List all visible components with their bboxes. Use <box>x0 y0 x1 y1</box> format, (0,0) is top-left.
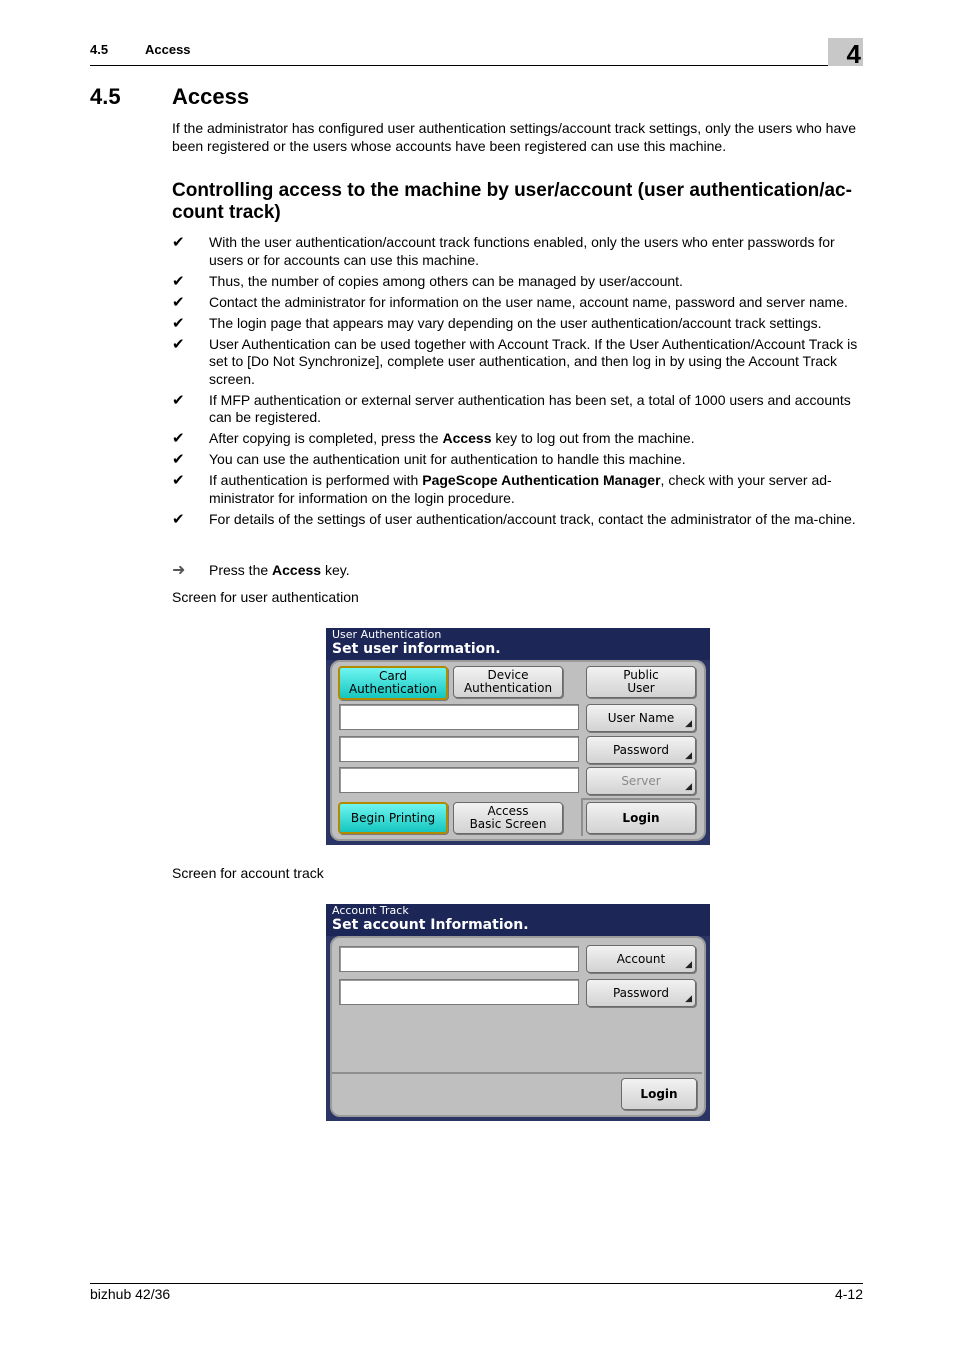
check-mark-icon: ✔ <box>172 234 185 251</box>
user-name-button[interactable] <box>586 704 696 732</box>
public-user-button[interactable]: Public User <box>586 666 696 698</box>
checklist-item <box>172 234 864 269</box>
user-name-field[interactable] <box>339 704 579 730</box>
running-header-section-number: 4.5 <box>90 42 109 57</box>
check-mark-icon: ✔ <box>172 510 185 528</box>
account-button[interactable] <box>586 945 696 973</box>
arrow-right-icon: ➜ <box>172 562 186 579</box>
checklist-item <box>172 430 864 448</box>
account-track-header <box>326 904 710 936</box>
account-track-screen <box>326 904 710 1121</box>
user-name-label: User Name <box>607 710 675 725</box>
running-header-title: Access <box>145 42 191 57</box>
account-track-title-big: Set account Information. <box>332 917 529 933</box>
user-auth-screen <box>326 628 710 845</box>
subheading: Controlling access to the machine by user/account (user authentication/ac-count track) <box>172 180 852 223</box>
checklist-item <box>172 294 864 312</box>
user-auth-title-big: Set user information. <box>332 641 501 657</box>
corner-icon: ◢ <box>685 751 692 761</box>
checklist-item <box>172 273 864 291</box>
checklist-item <box>172 336 864 389</box>
checklist-text: key to log out from the machine. <box>491 430 695 446</box>
account-password-label: Password <box>612 985 670 1000</box>
check-mark-icon: ✔ <box>172 314 185 332</box>
check-mark-icon: ✔ <box>172 335 185 353</box>
checklist-text: You can use the authentication unit for authentication to handle this machine. <box>209 451 686 467</box>
footer-rule <box>90 1283 863 1284</box>
device-authentication-button[interactable]: Device Authentication <box>453 666 563 698</box>
header-rule <box>90 65 863 66</box>
account-label: Account <box>616 951 666 966</box>
step-key: Access <box>272 562 322 578</box>
checklist-item <box>172 315 864 333</box>
user-auth-body <box>330 660 706 841</box>
corner-icon: ◢ <box>685 782 692 792</box>
checklist-text: After copying is completed, press the <box>209 430 443 446</box>
caption-user-auth: Screen for user authentication <box>172 589 359 605</box>
check-mark-icon: ✔ <box>172 272 185 290</box>
corner-icon: ◢ <box>685 960 692 970</box>
checklist-text: With the user authentication/account track functions enabled, only the users who enter passwords for users or for accounts can use this machine. <box>209 234 835 268</box>
checklist-item <box>172 451 864 469</box>
server-label: Server <box>621 773 661 788</box>
server-button[interactable] <box>586 767 696 795</box>
check-mark-icon: ✔ <box>172 451 185 468</box>
divider <box>581 798 583 836</box>
checklist-text: User Authentication can be used together with Account Track. If the User Authentication/Account Track is set to [Do Not Synchronize], complete user authentication, and then log in by using the Account Track screen. <box>209 335 858 387</box>
divider <box>332 1072 702 1074</box>
chapter-number: 4 <box>846 39 861 69</box>
account-login-button[interactable]: Login <box>621 1078 697 1110</box>
section-number: 4.5 <box>90 84 121 109</box>
intro-paragraph: If the administrator has configured user authentication settings/account track settings, only the users who have been registered or the users whose accounts have been registered can use this machine. <box>172 120 857 154</box>
account-password-field[interactable] <box>339 979 579 1005</box>
checklist-text: , check with your server ad-ministrator for information on the login procedure. <box>209 472 832 506</box>
checklist-item <box>172 392 864 427</box>
checklist-text: For details of the settings of user authentication/account track, contact the administrator of the ma-chine. <box>209 510 856 527</box>
checklist <box>172 234 864 532</box>
account-field[interactable] <box>339 946 579 972</box>
account-track-body <box>330 936 706 1117</box>
footer-page-number: 4-12 <box>834 1286 863 1302</box>
user-auth-header <box>326 628 710 660</box>
checklist-item <box>172 511 864 529</box>
step-suffix: key. <box>321 562 350 578</box>
corner-icon: ◢ <box>685 719 692 729</box>
password-field[interactable] <box>339 736 579 762</box>
password-button[interactable] <box>586 736 696 764</box>
footer-model: bizhub 42/36 <box>90 1286 171 1302</box>
chapter-tab <box>828 38 863 69</box>
access-basic-screen-button[interactable]: Access Basic Screen <box>453 802 563 834</box>
checklist-text: Access <box>442 430 492 446</box>
checklist-text: PageScope Authentication Manager <box>422 472 661 488</box>
step-text <box>209 562 350 578</box>
divider <box>581 798 700 800</box>
checklist-text: If MFP authentication or external server authentication has been set, a total of 1000 users and accounts can be registered. <box>209 391 851 425</box>
begin-printing-button[interactable]: Begin Printing <box>338 802 448 834</box>
checklist-item <box>172 472 864 507</box>
checklist-text: Contact the administrator for information on the user name, account name, password and server name. <box>209 293 848 310</box>
checklist-text: The login page that appears may vary depending on the user authentication/account track settings. <box>209 314 822 331</box>
password-label: Password <box>612 742 670 757</box>
user-auth-title-small: User Authentication <box>332 628 442 641</box>
card-authentication-button[interactable]: Card Authentication <box>338 666 448 700</box>
check-mark-icon: ✔ <box>172 430 185 447</box>
corner-icon: ◢ <box>685 994 692 1004</box>
check-mark-icon: ✔ <box>172 472 185 489</box>
section-title: Access <box>172 84 250 109</box>
account-password-button[interactable] <box>586 979 696 1007</box>
login-button[interactable]: Login <box>586 802 696 834</box>
server-field[interactable] <box>339 767 579 793</box>
checklist-text: If authentication is performed with <box>209 472 423 488</box>
check-mark-icon: ✔ <box>172 293 185 311</box>
caption-account-track: Screen for account track <box>172 865 324 881</box>
step-prefix: Press the <box>209 562 273 578</box>
checklist-text: Thus, the number of copies among others can be managed by user/account. <box>209 272 683 289</box>
check-mark-icon: ✔ <box>172 391 185 409</box>
account-track-title-small: Account Track <box>332 904 409 917</box>
